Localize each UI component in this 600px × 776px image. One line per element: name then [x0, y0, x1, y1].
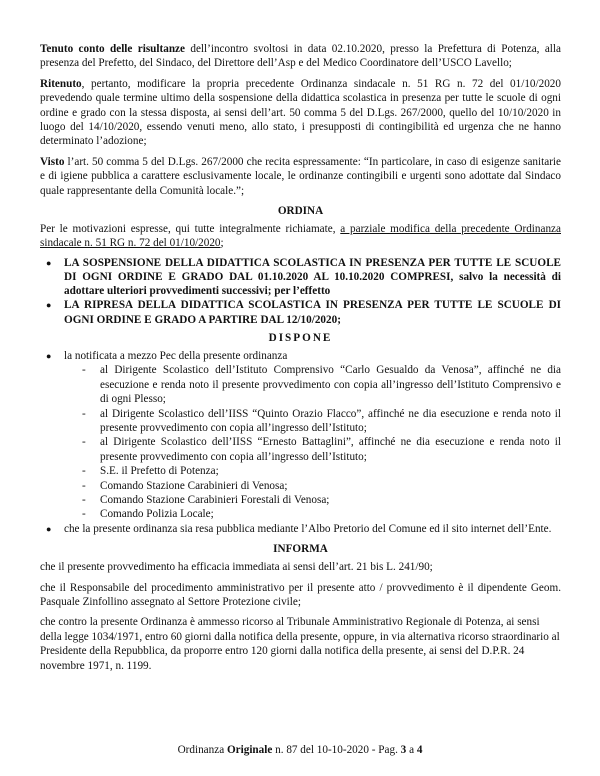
paragraph-lead: Tenuto conto delle risultanze — [40, 43, 185, 55]
paragraph-visto — [40, 155, 561, 198]
paragraph-text: Per le motivazioni espresse, qui tutte integralmente richiamate, — [40, 223, 341, 236]
paragraph-text: dell’incontro svoltosi in data 02.10.2020, presso la Prefettura di Potenza, alla presenza del Prefetto, del Sindaco, del Direttore dell’Asp e del Medico Coordinatore dell’USCO Lavello; — [40, 43, 561, 70]
paragraph-text: l’art. 50 comma 5 del D.Lgs. 267/2000 che recita espressamente: “In particolare, in caso di esigenze sanitarie e di igiene pubblica a carattere esclusivamente locale, le ordinanze contingibili e urgenti sono adottate dal Sindaco quale rappresentante della Comunità locale.”; — [40, 155, 561, 197]
paragraph-lead: Visto — [40, 155, 65, 168]
informa-paragraph: che il presente provvedimento ha efficacia immediata ai sensi dell’art. 21 bis L. 241/90; — [40, 561, 433, 574]
footer-text: Originale — [226, 744, 273, 756]
paragraph-text: ; — [220, 237, 224, 250]
heading-ordina: ORDINA — [277, 205, 324, 218]
paragraph-ritenuto — [40, 77, 561, 149]
recipient-item: - al Dirigente Scolastico dell’Istituto Comprensivo “Carlo Gesualdo da Venosa”, affinché ne dia esecuzione e renda noto il presente provvedimento con copia all’ingresso dell’Istituto Comprensivo e di ogni Plesso; — [100, 363, 561, 406]
paragraph-tenuto-conto — [40, 42, 561, 71]
recipient-item: - al Dirigente Scolastico dell’IISS “Quinto Orazio Flacco”, affinché ne dia esecuzione e renda noto il presente provvedimento con copia all’ingresso dell’Istituto; — [100, 407, 561, 436]
underlined-text: della precedente Ordinanza sindacale n. 51 RG n. 72 del 01/10/2020 — [40, 223, 561, 250]
dispone-publish-text: che la presente ordinanza sia resa pubblica mediante l’Albo Pretorio del Comune ed il sito internet dell’Ente. — [64, 522, 552, 535]
footer-page-number: 3 — [400, 744, 407, 756]
ordina-item-text: LA SOSPENSIONE DELLA DIDATTICA SCOLASTICA IN PRESENZA PER TUTTE LE SCUOLE DI OGNI ORDINE E GRADO DAL 01.10.2020 AL 10.10.2020 COMPRESI — [64, 256, 561, 284]
ordina-item-ripresa — [64, 298, 561, 326]
informa-paragraph: che contro la presente Ordinanza è ammesso ricorso al Tribunale Amministrativo Regionale di Potenza, ai sensi della legge 1034/1971, entro 60 giorni dalla notifica della presente, oppure, in via alternativa ricorso straordinario al Presidente della Repubblica, da proporre entro 120 giorni dalla notifica della presente, ai sensi del D.P.R. 24 novembre 1971, n. 1199. — [40, 616, 560, 672]
dispone-item-pubblicazione — [46, 522, 561, 536]
recipient-item: - Comando Stazione Carabinieri di Venosa; — [100, 479, 561, 493]
recipient-item: - S.E. il Prefetto di Potenza; — [100, 464, 561, 478]
paragraph-motivazioni — [40, 222, 561, 251]
ordina-item-text: , salvo la necessità di adottare ulteriori provvedimenti successivi; per l’effetto — [64, 271, 561, 298]
recipient-item: - Comando Polizia Locale; — [100, 507, 561, 521]
bullet-icon: ● — [46, 350, 52, 361]
underlined-text: a parziale modifica — [340, 223, 430, 236]
recipient-list — [64, 363, 561, 521]
heading-dispone: DISPONE — [268, 331, 333, 344]
recipient-item: - Comando Stazione Carabinieri Forestali di Venosa; — [100, 493, 561, 507]
recipient-item: - al Dirigente Scolastico dell’IISS “Ernesto Battaglini”, affinché ne dia esecuzione e renda noto il presente provvedimento con copia all’ingresso dell’Istituto; — [100, 435, 561, 464]
footer-text: Ordinanza — [177, 744, 227, 756]
dispone-list — [40, 349, 561, 536]
informa-paragraph: che il Responsabile del procedimento amministrativo per il presente atto / provvedimento è il dipendente Geom. Pasquale Zinfollino assegnato al Settore Protezione civile; — [40, 581, 561, 608]
page-footer — [0, 744, 600, 756]
heading-informa: INFORMA — [273, 543, 328, 556]
dispone-item-notifica — [46, 349, 561, 522]
dispone-notify-label: la notificata a mezzo Pec della presente ordinanza — [64, 349, 288, 362]
paragraph-lead: Ritenuto — [40, 77, 82, 90]
ordina-item-sospensione — [64, 256, 561, 299]
bullet-icon: ● — [46, 523, 52, 534]
paragraph-text: , pertanto, modificare la propria precedente Ordinanza sindacale n. 51 RG n. 72 del 01/10/2020 prevedendo quale termine ultimo della sospensione della didattica scolastica in presenza per tutte le scuole di ogni ordine e grado con la stessa disposta, ai sensi dell’art. 50 comma 5 del D.Lgs. 267/2000, quello del 10/10/2020 in luogo del 14/10/2020, essendo venuti meno, allo stato, i presupposti di contingibilità ed urgenza che ne hanno determinato l’adozione; — [40, 77, 561, 148]
footer-text: a — [406, 744, 417, 756]
ordina-list — [40, 256, 561, 327]
ordina-item-text: LA RIPRESA DELLA DIDATTICA SCOLASTICA IN PRESENZA PER TUTTE LE SCUOLE DI OGNI ORDINE E GRADO A PARTIRE DAL 12/10/2020; — [64, 299, 561, 326]
footer-page-total: 4 — [416, 744, 423, 756]
document-body — [40, 42, 561, 679]
footer-text: n. 87 del 10-10-2020 - Pag. — [272, 744, 401, 756]
